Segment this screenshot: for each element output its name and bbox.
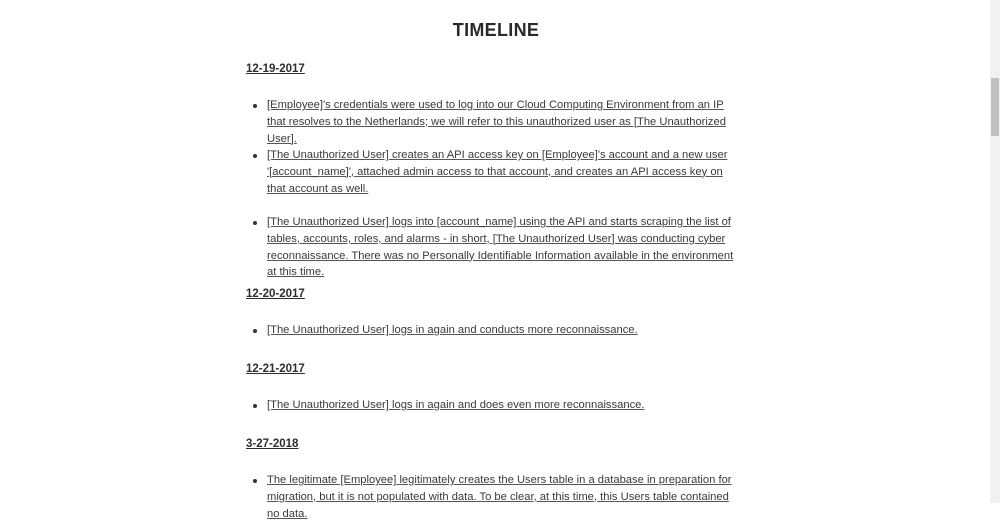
vertical-scrollbar[interactable] <box>990 0 1000 503</box>
timeline-entry[interactable]: [Employee]'s credentials were used to log into our Cloud Computing Environment from an IP that resolves to the Netherlands; we will refer to this unauthorized user as [The Unauthorized User]. <box>267 97 742 147</box>
date-heading: 12-19-2017 <box>246 63 305 75</box>
timeline-entry[interactable]: [The Unauthorized User] logs in again and does even more reconnaissance. <box>267 397 742 414</box>
scrollbar-thumb[interactable] <box>991 78 999 136</box>
date-heading: 3-27-2018 <box>246 438 299 450</box>
timeline-entry[interactable]: [The Unauthorized User] logs in again and conducts more reconnaissance. <box>267 322 742 339</box>
date-heading: 12-20-2017 <box>246 288 305 300</box>
page-title: TIMELINE <box>452 20 540 40</box>
timeline-entry[interactable]: The legitimate [Employee] legitimately creates the Users table in a database in preparation for migration, but it is not populated with data. To be clear, at this time, this Users table contained no data. <box>267 472 742 522</box>
timeline-entry[interactable]: [The Unauthorized User] logs into [account_name] using the API and starts scraping the list of tables, accounts, roles, and alarms - in short, [The Unauthorized User] was conducting cyber reconnaissance. There was no Personally Identifiable Information available in the environment at this time. <box>267 214 742 281</box>
date-heading: 12-21-2017 <box>246 363 305 375</box>
timeline-entry[interactable]: [The Unauthorized User] creates an API access key on [Employee]'s account and a new user '[account_name]', attached admin access to that account, and creates an API access key on that account as well. <box>267 147 742 197</box>
